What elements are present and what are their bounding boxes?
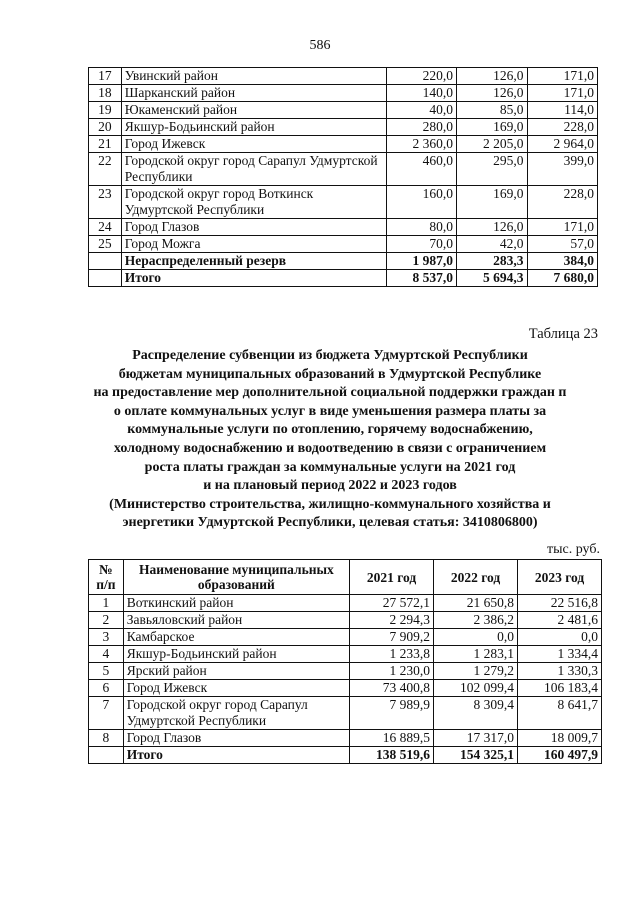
value-2023: 1 330,3 (518, 663, 602, 680)
row-number: 3 (89, 629, 124, 646)
value-2021: 138 519,6 (350, 747, 434, 764)
value-2022: 126,0 (457, 85, 527, 102)
value-2023: 0,0 (518, 629, 602, 646)
row-number: 22 (89, 153, 122, 186)
row-number: 6 (89, 680, 124, 697)
table-total-row (89, 747, 602, 764)
value-2021: 8 537,0 (386, 270, 456, 287)
value-2021: 2 360,0 (386, 136, 456, 153)
value-2023: 18 009,7 (518, 730, 602, 747)
row-name: Итого (121, 270, 386, 287)
table-row (89, 219, 598, 236)
table-row (89, 595, 602, 612)
row-name: Шарканский район (121, 85, 386, 102)
row-name: Камбарское (123, 629, 349, 646)
header-number: № п/п (89, 560, 124, 595)
value-2022: 154 325,1 (434, 747, 518, 764)
row-number (89, 747, 124, 764)
row-name: Город Глазов (121, 219, 386, 236)
value-2022: 169,0 (457, 119, 527, 136)
value-2021: 280,0 (386, 119, 456, 136)
value-2023: 57,0 (527, 236, 598, 253)
table-row (89, 136, 598, 153)
value-2022: 126,0 (457, 68, 527, 85)
row-name: Город Глазов (123, 730, 349, 747)
value-2022: 0,0 (434, 629, 518, 646)
table-row (89, 236, 598, 253)
table-row (89, 612, 602, 629)
value-2022: 1 279,2 (434, 663, 518, 680)
table-row (89, 85, 598, 102)
value-2023: 384,0 (527, 253, 598, 270)
value-2021: 2 294,3 (350, 612, 434, 629)
value-2021: 27 572,1 (350, 595, 434, 612)
row-number: 1 (89, 595, 124, 612)
value-2022: 126,0 (457, 219, 527, 236)
value-2022: 17 317,0 (434, 730, 518, 747)
title-line: на предоставление мер дополнительной социальной поддержки граждан п (93, 385, 567, 401)
row-number: 21 (89, 136, 122, 153)
table-row (89, 119, 598, 136)
table-row (89, 663, 602, 680)
row-number: 20 (89, 119, 122, 136)
table-row (89, 730, 602, 747)
value-2023: 114,0 (527, 102, 598, 119)
row-name: Город Ижевск (121, 136, 386, 153)
page-number: 586 (309, 38, 331, 53)
row-number: 4 (89, 646, 124, 663)
value-2023: 2 481,6 (518, 612, 602, 629)
value-2022: 5 694,3 (457, 270, 527, 287)
table-title (60, 347, 600, 533)
row-number: 24 (89, 219, 122, 236)
row-name: Городской округ город Воткинск Удмуртской Республики (121, 186, 386, 219)
value-2021: 160,0 (386, 186, 456, 219)
header-2022: 2022 год (434, 560, 518, 595)
table-top-continuation (88, 67, 598, 287)
row-name: Городской округ город Сарапул Удмуртской Республики (123, 697, 349, 730)
title-line: коммунальные услуги по отоплению, горячему водоснабжению, (127, 422, 533, 438)
value-2022: 42,0 (457, 236, 527, 253)
value-2022: 2 386,2 (434, 612, 518, 629)
value-2021: 220,0 (386, 68, 456, 85)
row-name: Город Можга (121, 236, 386, 253)
title-line: роста платы граждан за коммунальные услуги на 2021 год (144, 459, 516, 475)
title-line: Распределение субвенции из бюджета Удмуртской Республики (132, 348, 528, 363)
value-2021: 73 400,8 (350, 680, 434, 697)
row-number (89, 253, 122, 270)
value-2022: 8 309,4 (434, 697, 518, 730)
row-number (89, 270, 122, 287)
row-name: Завьяловский район (123, 612, 349, 629)
row-name: Городской округ город Сарапул Удмуртской Республики (121, 153, 386, 186)
value-2023: 228,0 (527, 119, 598, 136)
row-number: 7 (89, 697, 124, 730)
header-name: Наименование муниципальных образований (123, 560, 349, 595)
value-2023: 171,0 (527, 85, 598, 102)
value-2023: 399,0 (527, 153, 598, 186)
row-number: 18 (89, 85, 122, 102)
table-row (89, 186, 598, 219)
title-line: и на плановый период 2022 и 2023 годов (203, 478, 457, 494)
value-2021: 7 909,2 (350, 629, 434, 646)
row-name: Итого (123, 747, 349, 764)
row-number: 17 (89, 68, 122, 85)
value-2021: 1 987,0 (386, 253, 456, 270)
table-total-row (89, 253, 598, 270)
value-2023: 8 641,7 (518, 697, 602, 730)
row-number: 5 (89, 663, 124, 680)
value-2022: 85,0 (457, 102, 527, 119)
table-row (89, 68, 598, 85)
value-2021: 80,0 (386, 219, 456, 236)
title-line: энергетики Удмуртской Республики, целевая статья: 3410806800) (122, 515, 538, 531)
value-2023: 1 334,4 (518, 646, 602, 663)
value-2022: 283,3 (457, 253, 527, 270)
value-2022: 102 099,4 (434, 680, 518, 697)
table-row (89, 153, 598, 186)
value-2021: 460,0 (386, 153, 456, 186)
row-name: Увинский район (121, 68, 386, 85)
value-2021: 70,0 (386, 236, 456, 253)
value-2023: 7 680,0 (527, 270, 598, 287)
table-header-row (89, 560, 602, 595)
value-2022: 21 650,8 (434, 595, 518, 612)
title-line: (Министерство строительства, жилищно-коммунального хозяйства и (109, 496, 551, 512)
row-name: Якшур-Бодьинский район (123, 646, 349, 663)
value-2022: 169,0 (457, 186, 527, 219)
value-2023: 2 964,0 (527, 136, 598, 153)
value-2021: 140,0 (386, 85, 456, 102)
table-row (89, 680, 602, 697)
value-2022: 295,0 (457, 153, 527, 186)
row-name: Нераспределенный резерв (121, 253, 386, 270)
table-caption: Таблица 23 (528, 326, 598, 342)
value-2023: 106 183,4 (518, 680, 602, 697)
value-2023: 160 497,9 (518, 747, 602, 764)
title-line: бюджетам муниципальных образований в Удмуртской Республике (118, 366, 542, 382)
value-2023: 171,0 (527, 219, 598, 236)
value-2022: 1 283,1 (434, 646, 518, 663)
header-2023: 2023 год (518, 560, 602, 595)
title-line: о оплате коммунальных услуг в виде уменьшения размера платы за (113, 403, 547, 419)
value-2021: 16 889,5 (350, 730, 434, 747)
value-2023: 171,0 (527, 68, 598, 85)
row-name: Воткинский район (123, 595, 349, 612)
table-row (89, 629, 602, 646)
row-number: 8 (89, 730, 124, 747)
row-name: Город Ижевск (123, 680, 349, 697)
row-number: 19 (89, 102, 122, 119)
table-row (89, 102, 598, 119)
table-row (89, 697, 602, 730)
value-2021: 7 989,9 (350, 697, 434, 730)
row-name: Якшур-Бодьинский район (121, 119, 386, 136)
table-row (89, 646, 602, 663)
row-number: 2 (89, 612, 124, 629)
header-2021: 2021 год (350, 560, 434, 595)
value-2022: 2 205,0 (457, 136, 527, 153)
title-line: холодному водоснабжению и водоотведению в связи с ограничением (113, 440, 547, 456)
value-2021: 40,0 (386, 102, 456, 119)
table-total-row (89, 270, 598, 287)
row-name: Ярский район (123, 663, 349, 680)
value-2023: 228,0 (527, 186, 598, 219)
units-label: тыс. руб. (547, 542, 600, 557)
table-subvention (88, 559, 602, 764)
row-name: Юкаменский район (121, 102, 386, 119)
value-2021: 1 233,8 (350, 646, 434, 663)
value-2023: 22 516,8 (518, 595, 602, 612)
row-number: 25 (89, 236, 122, 253)
value-2021: 1 230,0 (350, 663, 434, 680)
row-number: 23 (89, 186, 122, 219)
